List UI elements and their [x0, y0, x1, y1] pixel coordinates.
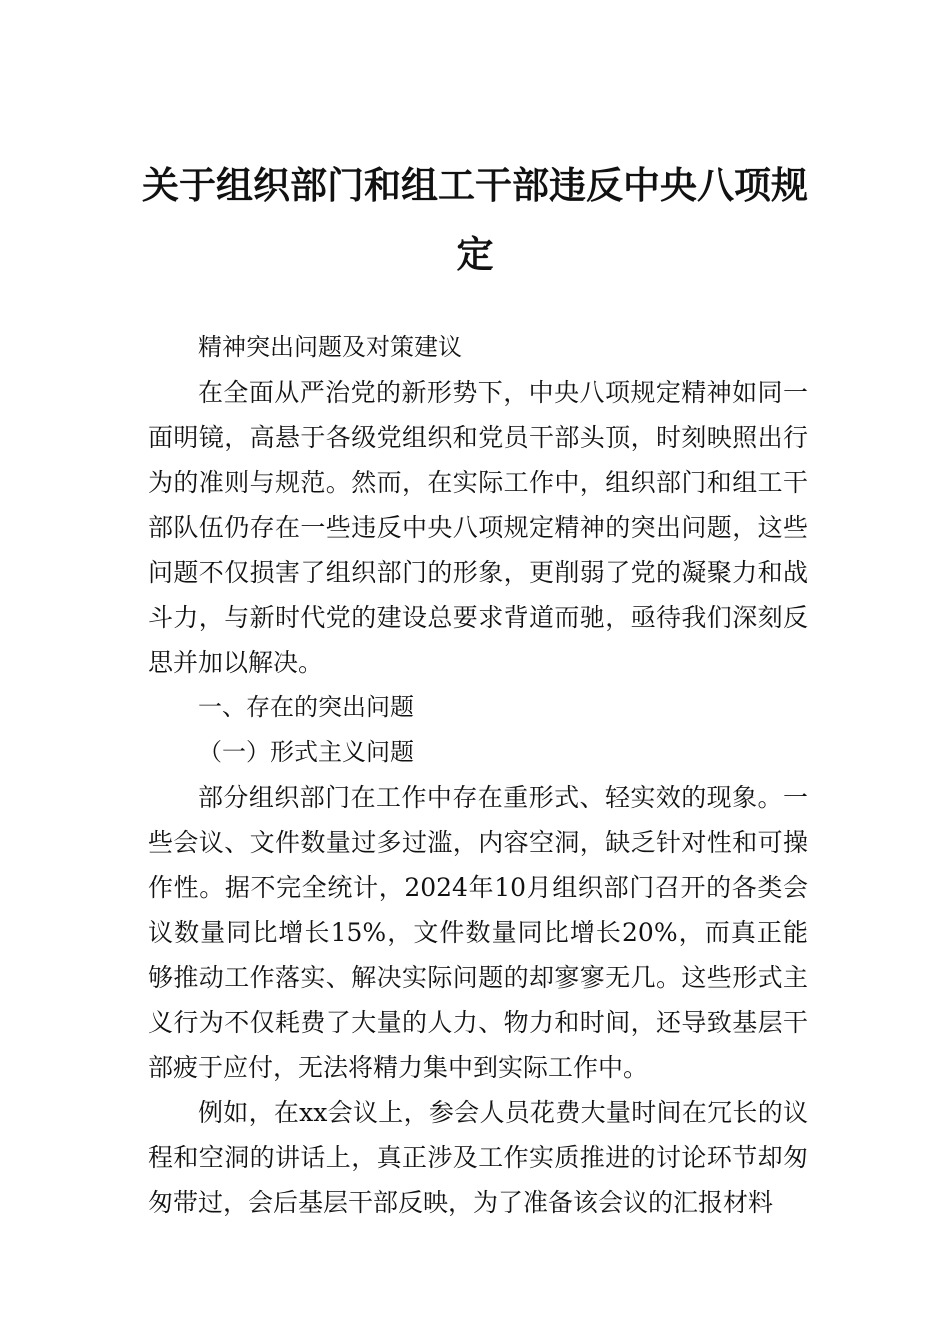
body-paragraph-1: 部分组织部门在工作中存在重形式、轻实效的现象。一些会议、文件数量过多过滥，内容空洞，缺乏针对性和可操作性。据不完全统计，2024年10月组织部门召开的各类会议数量同比增长15%，文件数量同比增长20%，而真正能够推动工作落实、解决实际问题的却寥寥无几。这些形式主义行为不仅耗费了大量的人力、物力和时间，还导致基层干部疲于应付，无法将精力集中到实际工作中。 — [148, 783, 808, 1082]
subsection-heading: （一）形式主义问题 — [198, 738, 414, 766]
document-subtitle: 精神突出问题及对策建议 — [198, 333, 462, 361]
document-title-line-1: 关于组织部门和组工干部违反中央八项规 — [142, 163, 808, 207]
document-title-line-2: 定 — [456, 232, 494, 276]
section-heading: 一、存在的突出问题 — [198, 693, 414, 721]
body-paragraph-2: 例如，在xx会议上，参会人员花费大量时间在冗长的议程和空洞的讲话上，真正涉及工作实质推进的讨论环节却匆匆带过，会后基层干部反映，为了准备该会议的汇报材料 — [148, 1098, 808, 1217]
intro-paragraph: 在全面从严治党的新形势下，中央八项规定精神如同一面明镜，高悬于各级党组织和党员干部头顶，时刻映照出行为的准则与规范。然而，在实际工作中，组织部门和组工干部队伍仍存在一些违反中央八项规定精神的突出问题，这些问题不仅损害了组织部门的形象，更削弱了党的凝聚力和战斗力，与新时代党的建设总要求背道而驰，亟待我们深刻反思并加以解决。 — [148, 378, 808, 677]
document-body — [148, 325, 808, 1225]
